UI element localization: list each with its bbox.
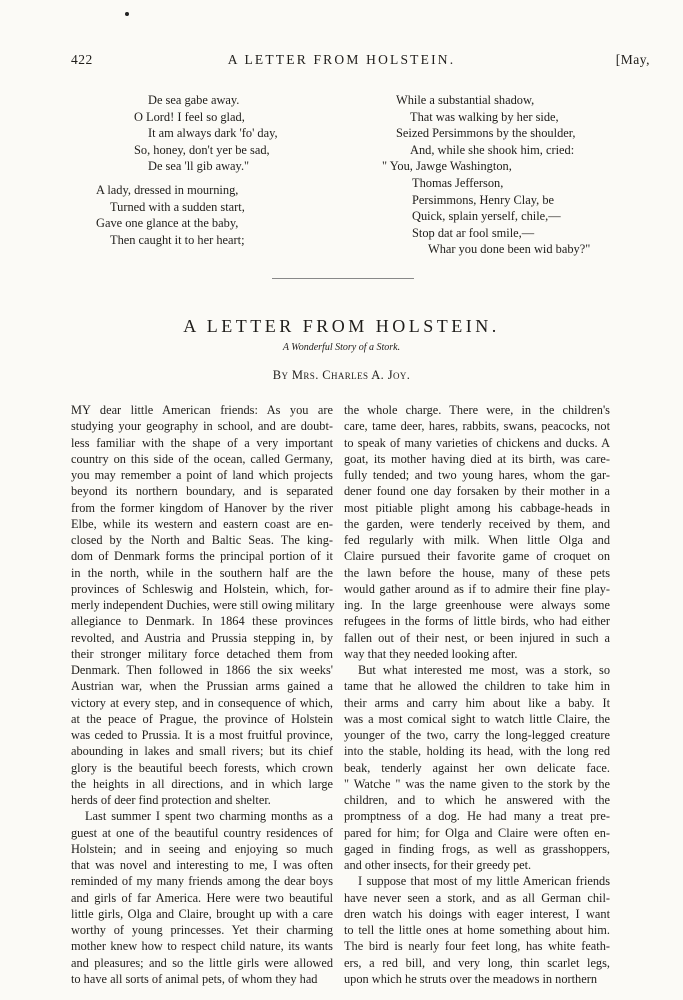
poem-line: Then caught it to her heart; bbox=[110, 232, 245, 247]
text-line: revolted, and Austria and Prussia stepping in, by bbox=[71, 630, 333, 645]
text-line: studying your geography in school, and are doubt- bbox=[71, 419, 333, 434]
print-speck bbox=[125, 12, 129, 16]
text-line: less familiar with the shape of a very important bbox=[71, 435, 333, 450]
text-line: the garden, were tenderly received by them, and bbox=[344, 516, 610, 531]
text-line: But what interested me most, was a stork, so bbox=[358, 663, 610, 677]
text-line: Last summer I spent two charming months as a bbox=[85, 809, 333, 824]
text-line: the lawn before the house, many of these pets bbox=[344, 565, 610, 580]
text-line: beyond its northern boundary, and is separated bbox=[71, 484, 333, 499]
section-divider bbox=[272, 278, 414, 279]
text-line: little girls, Olga and Claire, brought up with a care bbox=[71, 906, 333, 921]
text-line: I suppose that most of my little American friends bbox=[358, 874, 610, 889]
poem-line: And, while she shook him, cried: bbox=[410, 142, 575, 157]
text-line: pared for him; for Olga and Claire were often en- bbox=[344, 825, 610, 840]
text-line: glory is the beautiful beech forests, which crown bbox=[71, 760, 333, 775]
text-line: The bird is nearly four feet long, has white feath- bbox=[344, 939, 610, 954]
article-byline: By Mrs. Charles A. Joy. bbox=[272, 368, 411, 382]
text-line: from the former kingdom of Hanover by the river bbox=[71, 500, 333, 515]
text-line: tame that he allowed the children to take him in bbox=[344, 679, 610, 694]
poem-line: A lady, dressed in mourning, bbox=[96, 183, 239, 197]
running-month: [May, bbox=[615, 52, 650, 67]
poem-stanza-left-top bbox=[96, 92, 278, 175]
poem-line: Thomas Jefferson, bbox=[412, 175, 504, 190]
text-line: fed regularly with milk. When little Olga and bbox=[344, 533, 610, 547]
text-line: Claire pursued their favorite game of croquet on bbox=[344, 549, 610, 564]
text-line: and pleasures; and so the little girls were allowed bbox=[71, 955, 333, 970]
article-title: A LETTER FROM HOLSTEIN. bbox=[183, 316, 500, 336]
text-line: to have all sorts of animal pets, of whom they had bbox=[71, 971, 318, 986]
poem-line: That was walking by her side, bbox=[410, 109, 559, 124]
poem-line: De sea gabe away. bbox=[148, 93, 240, 107]
text-line: younger of the two, carry the long-legged creature bbox=[344, 728, 610, 742]
poem-line: Whar you done been wid baby?" bbox=[428, 242, 591, 257]
text-line: reminded of my many friends among the dear boys bbox=[71, 874, 333, 889]
text-line: and other insects, for their greedy pet. bbox=[344, 858, 532, 872]
text-line: refugees in the forms of little birds, who had either bbox=[344, 614, 610, 629]
poem-line: It am always dark 'fo' day, bbox=[148, 126, 278, 141]
text-line: children, and to which he answered with the bbox=[344, 793, 610, 807]
text-line: Denmark. Then followed in 1866 the six weeks' bbox=[71, 663, 333, 677]
text-line: to speak of many varieties of chickens and ducks. A bbox=[344, 435, 610, 450]
text-line: provinces of Schleswig and Holstein, which, for- bbox=[71, 581, 333, 596]
poem-stanza-left-bottom bbox=[96, 182, 245, 248]
text-line: fallen out of their nest, or been injured in such a bbox=[344, 630, 610, 645]
text-line: dener found one day forsaken by their mother in a bbox=[344, 484, 610, 499]
running-title: A LETTER FROM HOLSTEIN. bbox=[227, 52, 456, 67]
text-line: would gather around as if to admire their fine play- bbox=[344, 581, 610, 596]
text-line: promptness of a dog. He had many a treat pre- bbox=[344, 809, 610, 824]
text-line: Holstein; and in seeing and enjoying so much bbox=[71, 841, 333, 856]
text-line: dom of Denmark forms the principal portion of it bbox=[71, 549, 333, 564]
text-line: into the stable, holding its head, with the long red bbox=[344, 744, 610, 759]
text-line: mother knew how to respect child nature, its wants bbox=[71, 939, 333, 954]
poem-line: De sea 'll gib away." bbox=[148, 159, 250, 174]
text-line: dren watch his doings with eager interest, I want bbox=[344, 906, 610, 921]
poem-line: While a substantial shadow, bbox=[396, 93, 535, 107]
text-line: and girls of far America. Here were two beautiful bbox=[71, 890, 333, 905]
text-line: beak, tenderly against her own delicate face. bbox=[344, 760, 610, 775]
poem-line: Stop dat ar fool smile,— bbox=[412, 225, 535, 240]
text-line: have never seen a stork, and as all German chil- bbox=[344, 890, 610, 905]
article-subtitle: A Wonderful Story of a Stork. bbox=[282, 342, 401, 353]
poem-line: O Lord! I feel so glad, bbox=[134, 109, 245, 124]
poem-line: Quick, splain yerself, chile,— bbox=[412, 209, 561, 224]
poem-line: Persimmons, Henry Clay, be bbox=[412, 192, 555, 207]
text-line: " Watche " was the name given to the stork by the bbox=[344, 776, 610, 791]
text-line: at the peace of Prague, the province of Holstein bbox=[71, 711, 333, 726]
text-line: in the north, while in the southern half are the bbox=[71, 565, 333, 580]
page-number: 422 bbox=[71, 52, 93, 67]
text-line: the heights in all directions, and in which large bbox=[71, 776, 333, 791]
text-line: way that they needed looking after. bbox=[344, 646, 518, 661]
poem-line: Seized Persimmons by the shoulder, bbox=[396, 126, 576, 141]
text-line: abounding in lakes and small rivers; but its chief bbox=[71, 744, 333, 759]
text-line: closed by the North and Baltic Seas. The king- bbox=[71, 533, 333, 547]
poem-stanza-right bbox=[382, 92, 590, 258]
poem-line: " You, Jawge Washington, bbox=[382, 159, 512, 174]
text-line: the whole charge. There were, in the children's bbox=[344, 403, 610, 417]
text-line: most pitiable plight among his cabbage-heads in bbox=[344, 500, 610, 515]
text-line: ing. In the large greenhouse were always some bbox=[344, 598, 610, 612]
text-line: their arms and carry him about like a baby. It bbox=[344, 695, 610, 710]
text-line: worthy of young princesses. Yet their charming bbox=[71, 923, 333, 937]
text-line: MY dear little American friends: As you are bbox=[71, 403, 333, 417]
text-line: to tell the little ones at home something about him. bbox=[344, 923, 610, 937]
text-line: gaged in finding frogs, as well as grasshoppers, bbox=[344, 841, 610, 856]
text-line: ers, a red bill, and very long, thin scarlet legs, bbox=[344, 955, 610, 970]
text-line: victory at every step, and in consequence of which, bbox=[71, 695, 333, 710]
text-line: was ceded to Prussia. It is a most fruitful province, bbox=[71, 728, 333, 742]
text-line: you may remember a point of land which projects bbox=[71, 468, 333, 482]
text-line: Austrian war, when the Prussian arms gained a bbox=[71, 679, 333, 694]
text-line: that was novel and interesting to me, I was often bbox=[71, 858, 333, 872]
text-line: care, tame deer, hares, rabbits, swans, peacocks, not bbox=[344, 419, 610, 434]
text-line: merly independent Duchies, were still owing military bbox=[71, 598, 335, 612]
text-line: upon which he struts over the meadows in northern bbox=[344, 971, 597, 986]
text-line: allegiance to Denmark. In 1864 these provinces bbox=[71, 614, 333, 629]
text-line: Elbe, while its western and eastern coast are en- bbox=[71, 516, 333, 531]
article-column-left bbox=[71, 402, 333, 987]
text-line: their stronger military force detached them from bbox=[71, 646, 333, 661]
text-line: fully tended; and two young hares, whom the gar- bbox=[344, 468, 610, 482]
text-line: was a most comical sight to watch little Claire, the bbox=[344, 711, 610, 726]
article-column-right bbox=[344, 402, 610, 987]
poem-line: Gave one glance at the baby, bbox=[96, 216, 239, 231]
text-line: herds of deer find protection and shelter. bbox=[71, 793, 271, 807]
poem-line: Turned with a sudden start, bbox=[110, 199, 245, 214]
text-line: country on this side of the ocean, called Germany, bbox=[71, 451, 333, 466]
text-line: guest at one of the beautiful country residences of bbox=[71, 825, 333, 840]
poem-line: So, honey, don't yer be sad, bbox=[134, 142, 270, 157]
text-line: goat, its mother having died at its birth, was care- bbox=[344, 451, 610, 466]
